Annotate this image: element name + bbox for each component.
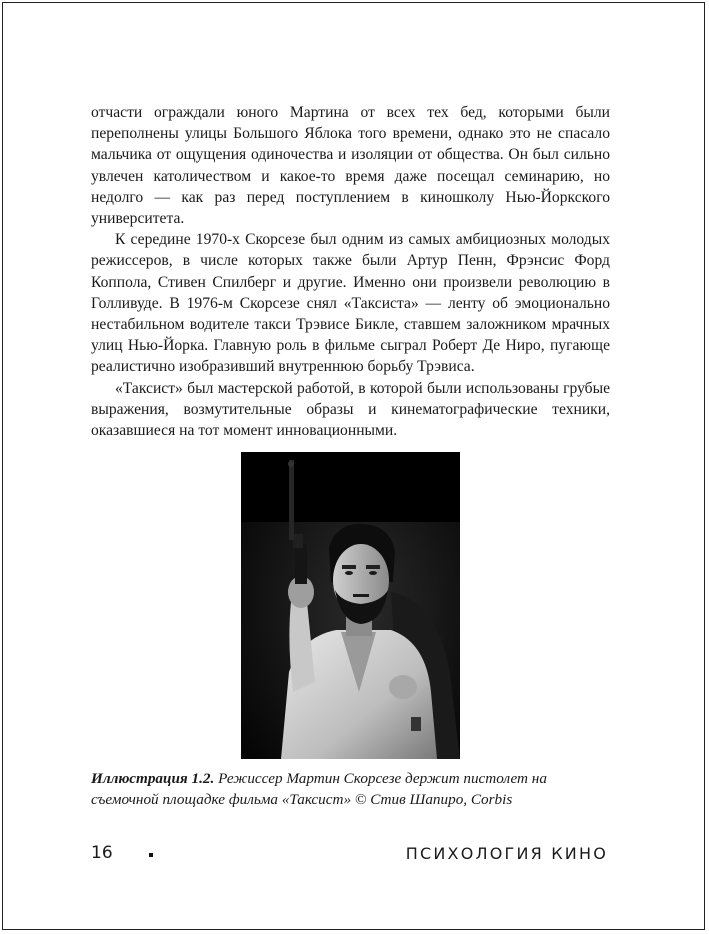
figure-caption — [91, 769, 610, 810]
scorsese-photo-image — [241, 452, 460, 759]
paragraph-3: «Таксист» был мастерской работой, в которой были использованы грубые выражения, возмутительные образы и кинематографические техники, оказавшиеся на тот момент инновационными. — [91, 379, 610, 440]
figure-photo — [241, 452, 460, 759]
running-title: ПСИХОЛОГИЯ КИНО — [405, 844, 608, 863]
paragraph-2: К середине 1970-х Скорсезе был одним из самых амбициозных молодых режиссеров, в числе которых также были Артур Пенн, Фрэнсис Форд Коппола, Стивен Спилберг и другие. Именно они произвели революцию в Голливуде. В 1976-м Скорсезе снял «Таксиста» — ленту об эмоционально нестабильном водителе такси Трэвисе Бикле, ставшем заложником мрачных улиц Нью-Йорка. Главную роль в фильме сыграл Роберт Де Ниро, пугающе реалистично изобразивший внутреннюю борьбу Трэвиса. — [91, 231, 610, 376]
paragraph-1: отчасти ограждали юного Мартина от всех тех бед, которыми были переполнены улицы Большого Яблока того времени, однако это не спасало мальчика от ощущения одиночества и изоляции от общества. Он был сильно увлечен католичеством и какое-то время даже посещал семинарию, но недолго — как раз перед поступлением в киношколу Нью-Йоркского университета. — [91, 104, 610, 228]
caption-text: Режиссер Мартин Скорсезе держит пистолет на съемочной площадке фильма «Таксист» © Стив Шапиро, Corbis — [91, 770, 547, 808]
body-text — [91, 102, 610, 441]
caption-label: Иллюстрация 1.2. — [91, 770, 215, 787]
footer-bullet — [149, 853, 153, 857]
page-number: 16 — [91, 843, 113, 863]
